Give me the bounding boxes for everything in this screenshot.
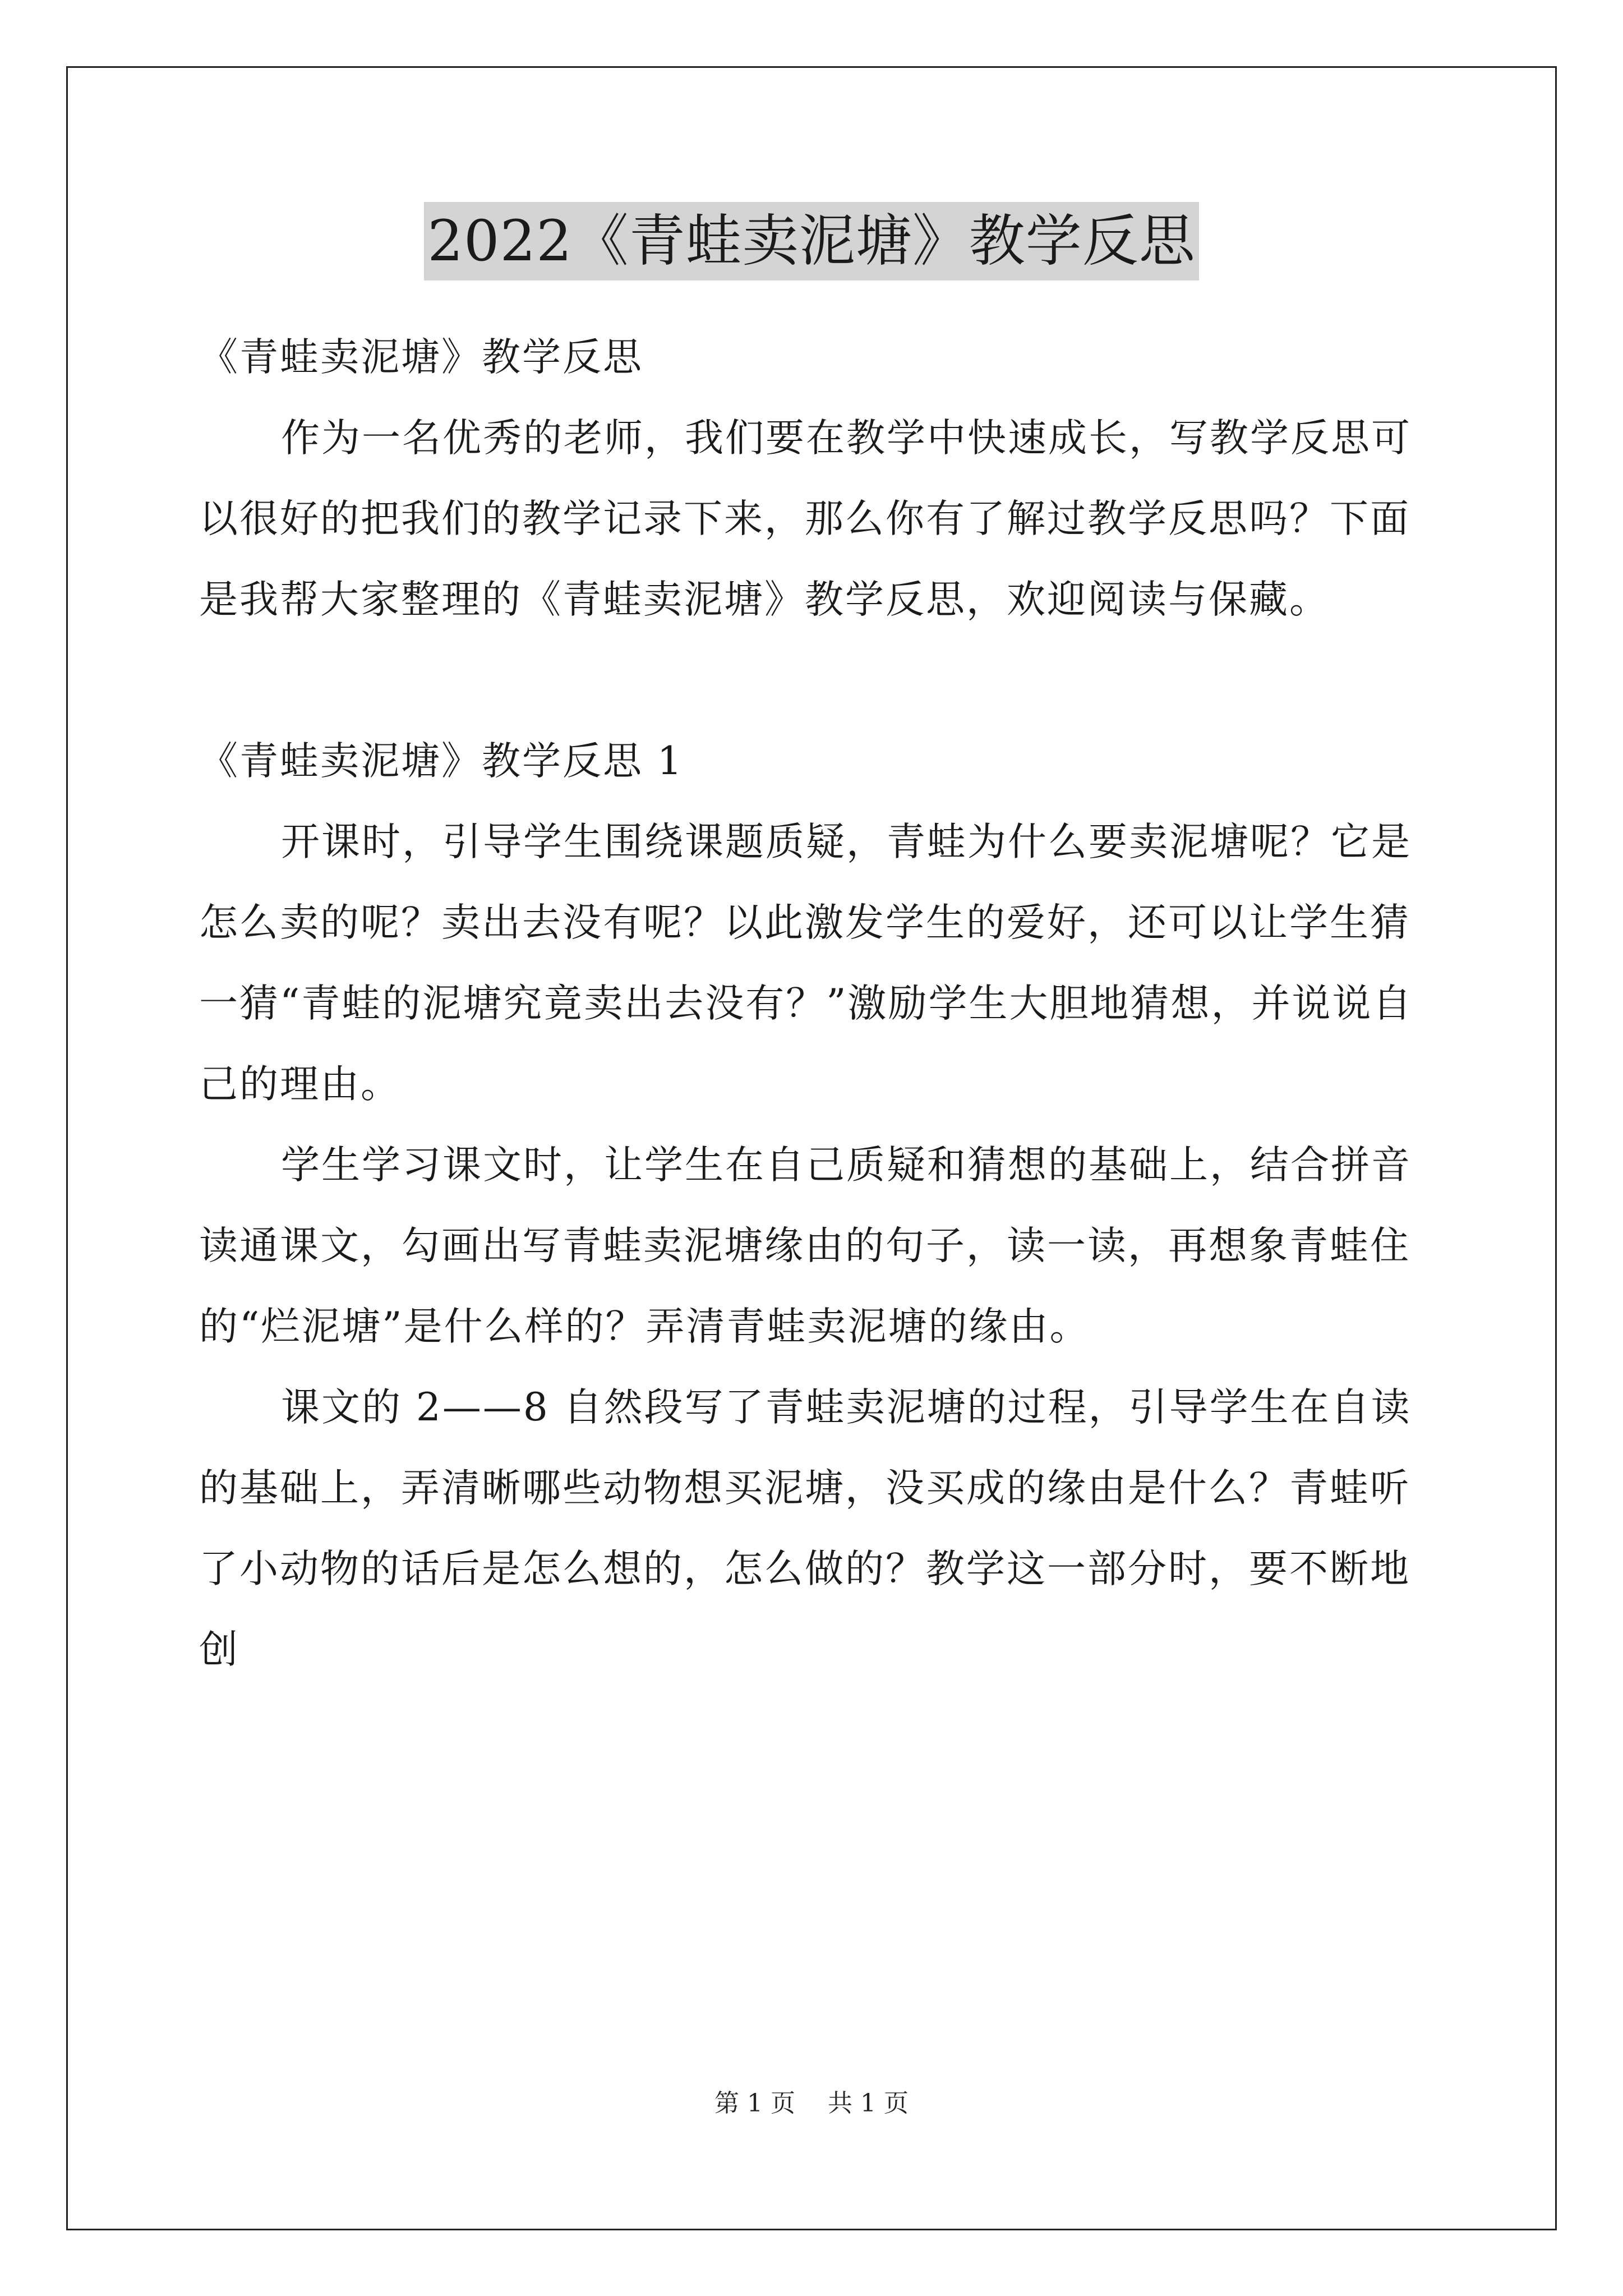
- section-heading: 《青蛙卖泥塘》教学反思 1: [199, 739, 684, 784]
- intro-paragraph: 作为一名优秀的老师，我们要在教学中快速成长，写教学反思可以很好的把我们的教学记录下来，那么你有了解过教学反思吗？下面是我帮大家整理的《青蛙卖泥塘》教学反思，欢迎阅读与保藏。: [199, 416, 1412, 622]
- section-spacer: [199, 640, 1427, 721]
- page-total: 共 1 页: [828, 2089, 909, 2118]
- body-paragraph: 开课时，引导学生围绕课题质疑，青蛙为什么要卖泥塘呢？它是怎么卖的呢？卖出去没有呢？以此激发学生的爱好，还可以让学生猜一猜“青蛙的泥塘究竟卖出去没有？”激励学生大胆地猜想，并说说自己的理由。: [199, 820, 1413, 1107]
- body-paragraph: 课文的 2——8 自然段写了青蛙卖泥塘的过程，引导学生在自读的基础上，弄清晰哪些动物想买泥塘，没买成的缘由是什么？青蛙听了小动物的话后是怎么想的，怎么做的？教学这一部分时，要不断地创: [199, 1385, 1412, 1672]
- title-wrap: [0, 202, 1623, 280]
- document-body: [199, 317, 1427, 1690]
- subtitle: 《青蛙卖泥塘》教学反思: [199, 335, 643, 380]
- document-title: 2022《青蛙卖泥塘》教学反思: [424, 202, 1199, 280]
- page-footer: [0, 2087, 1623, 2120]
- page-current: 第 1 页: [714, 2089, 795, 2118]
- body-paragraph: 学生学习课文时，让学生在自己质疑和猜想的基础上，结合拼音读通课文，勾画出写青蛙卖泥塘缘由的句子，读一读，再想象青蛙住的“烂泥塘”是什么样的？弄清青蛙卖泥塘的缘由。: [199, 1143, 1412, 1349]
